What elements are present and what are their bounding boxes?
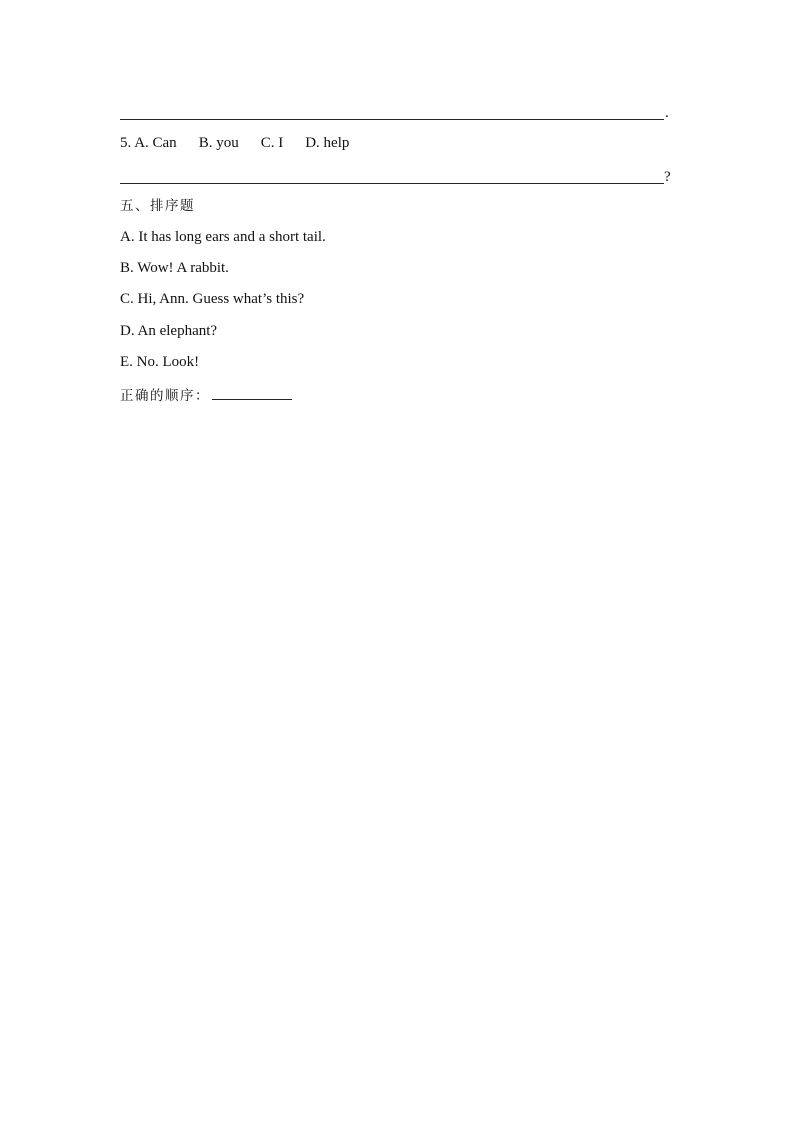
sentence-c: C. Hi, Ann. Guess what’s this?	[120, 291, 305, 307]
q5-options-row	[120, 134, 349, 152]
q4-answer-rule	[120, 119, 664, 120]
q5-answer-rule	[120, 183, 664, 184]
sentence-e: E. No. Look!	[120, 354, 200, 370]
q5-answer-line[interactable]	[120, 166, 676, 184]
q5-option-a	[120, 134, 177, 152]
q4-answer-line[interactable]	[120, 102, 672, 120]
order-answer-label: 正确的顺序：	[120, 388, 210, 404]
q5-end-punct: ?	[664, 169, 671, 185]
q5-option-b: B. you	[198, 135, 239, 151]
sentence-a: A. It has long ears and a short tail.	[120, 229, 326, 245]
q5-number: 5.	[120, 135, 132, 151]
q5-option-c: C. I	[260, 135, 284, 151]
q5-option-d: D. help	[305, 135, 350, 151]
q5-option-a-text: A. Can	[134, 135, 177, 151]
order-answer-blank[interactable]	[212, 385, 292, 400]
q4-end-punct: .	[665, 105, 669, 121]
sentence-b: B. Wow! A rabbit.	[120, 260, 229, 276]
sentence-d: D. An elephant?	[120, 323, 218, 339]
order-answer-row	[120, 385, 292, 405]
section5-title: 五、排序题	[120, 198, 195, 214]
